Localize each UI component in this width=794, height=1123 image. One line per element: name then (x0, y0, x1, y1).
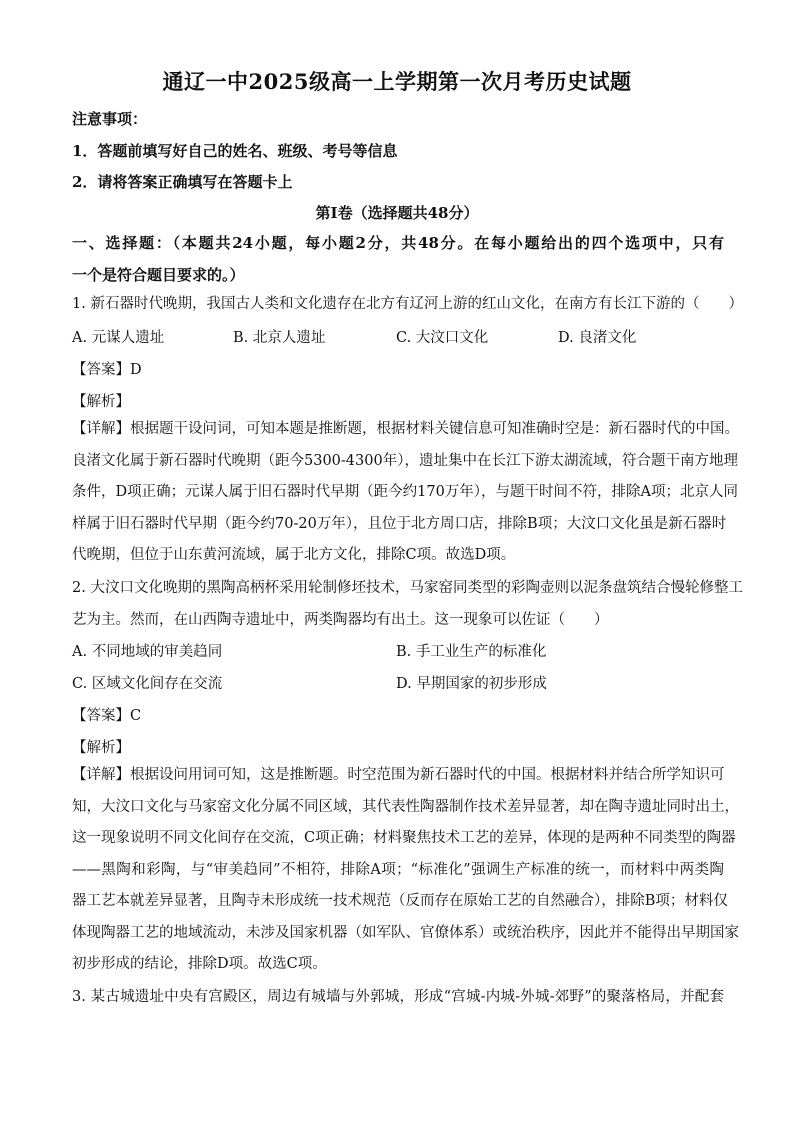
q1-option-a: A. 元谋人遗址 (72, 330, 165, 346)
detail-line: 体现陶器工艺的地域流动，未涉及国家机器（如军队、官僚体系）或统治秩序，因此并不能得出早期国家 (72, 924, 739, 941)
q2-answer: 【答案】C (72, 708, 142, 724)
detail-line: 器工艺本就差异显著，且陶寺未形成统一技术规范（反而存在原始工艺的自然融合），排除B项；材料仅 (72, 893, 728, 909)
detail-line: 【详解】根据设问用词可知，这是推断题。时空范围为新石器时代的中国。根据材料并结合所学知识可 (72, 767, 725, 783)
q1-option-b: B. 北京人遗址 (233, 330, 326, 346)
q1-option-d: D. 良渚文化 (558, 330, 637, 346)
detail-line: ——黑陶和彩陶，与“审美趋同”不相符，排除A项；“标准化”强调生产标准的统一，而材料中两类陶 (72, 861, 724, 878)
detail-line: 知，大汶口文化与马家窑文化分属不同区域，其代表性陶器制作技术差异显著，却在陶寺遗址同时出土， (72, 798, 739, 815)
detail-line: 这一现象说明不同文化间存在交流，C项正确；材料聚焦技术工艺的差异，体现的是两种不同类型的陶器 (72, 830, 736, 846)
part-intro (72, 228, 724, 291)
question-stem-text: 1. 新石器时代晚期，我国古人类和文化遗存在北方有辽河上游的红山文化，在南方有长江下游的（ ） (72, 296, 743, 312)
detail-line: 代晚期，但位于山东黄河流域，属于北方文化，排除C项。故选D项。 (72, 547, 516, 563)
q2-detail (72, 760, 739, 981)
page-title: 通辽一中2025级高一上学期第一次月考历史试题 (162, 69, 632, 94)
q1-option-c: C. 大汶口文化 (396, 330, 489, 346)
q2-option-a: A. 不同地域的审美趋同 (72, 644, 223, 660)
part-intro-line: 一个是符合题目要求的。） (72, 265, 245, 284)
detail-line: 条件，D项正确；元谋人属于旧石器时代早期（距今约170万年），与题干时间不符，排除A项；北京人同 (72, 484, 739, 500)
question-2-stem (72, 573, 743, 636)
q1-analysis-label: 【解析】 (72, 394, 130, 410)
detail-line: 【详解】根据题干设问词，可知本题是推断题，根据材料关键信息可知准确时空是：新石器时代的中国。 (72, 421, 739, 437)
q1-answer: 【答案】D (72, 362, 142, 378)
question-1-stem (72, 292, 743, 313)
q2-option-b: B. 手工业生产的标准化 (396, 644, 547, 660)
detail-line: 样属于旧石器时代早期（距今约70-20万年），且位于北方周口店，排除B项；大汶口文化虽是新石器时 (72, 515, 727, 532)
q2-analysis-label: 【解析】 (72, 740, 130, 756)
part-intro-line: 一、选择题：（本题共24小题，每小题2分，共48分。在每小题给出的四个选项中，只有 (72, 234, 724, 252)
detail-line: 初步形成的结论，排除D项。故选C项。 (72, 956, 327, 972)
notice-item-2: 2．请将答案正确填写在答题卡上 (72, 173, 293, 191)
q2-option-c: C. 区域文化间存在交流 (72, 676, 223, 692)
question-3-stem (72, 982, 724, 1014)
question-stem-line: 艺为主。然而，在山西陶寺遗址中，两类陶器均有出土。这一现象可以佐证（ ） (72, 611, 609, 628)
notice-item-1: 1．答题前填写好自己的姓名、班级、考号等信息 (72, 142, 398, 160)
question-stem-line: 2. 大汶口文化晚期的黑陶高柄杯采用轮制修坯技术，马家窑同类型的彩陶壶则以泥条盘筑结合慢轮修整工 (72, 580, 743, 596)
notice-heading: 注意事项： (72, 110, 148, 128)
q1-detail (72, 414, 739, 572)
question-stem-line: 3. 某古城遗址中央有宫殿区，周边有城墙与外郭城，形成“宫城-内城-外城-郊野”的聚落格局，并配套 (72, 989, 724, 1005)
detail-line: 良渚文化属于新石器时代晚期（距今5300-4300年），遗址集中在长江下游太湖流域，符合题干南方地理 (72, 452, 738, 469)
section-title: 第Ⅰ卷（选择题共48分） (315, 204, 479, 222)
q2-option-d: D. 早期国家的初步形成 (396, 676, 547, 692)
